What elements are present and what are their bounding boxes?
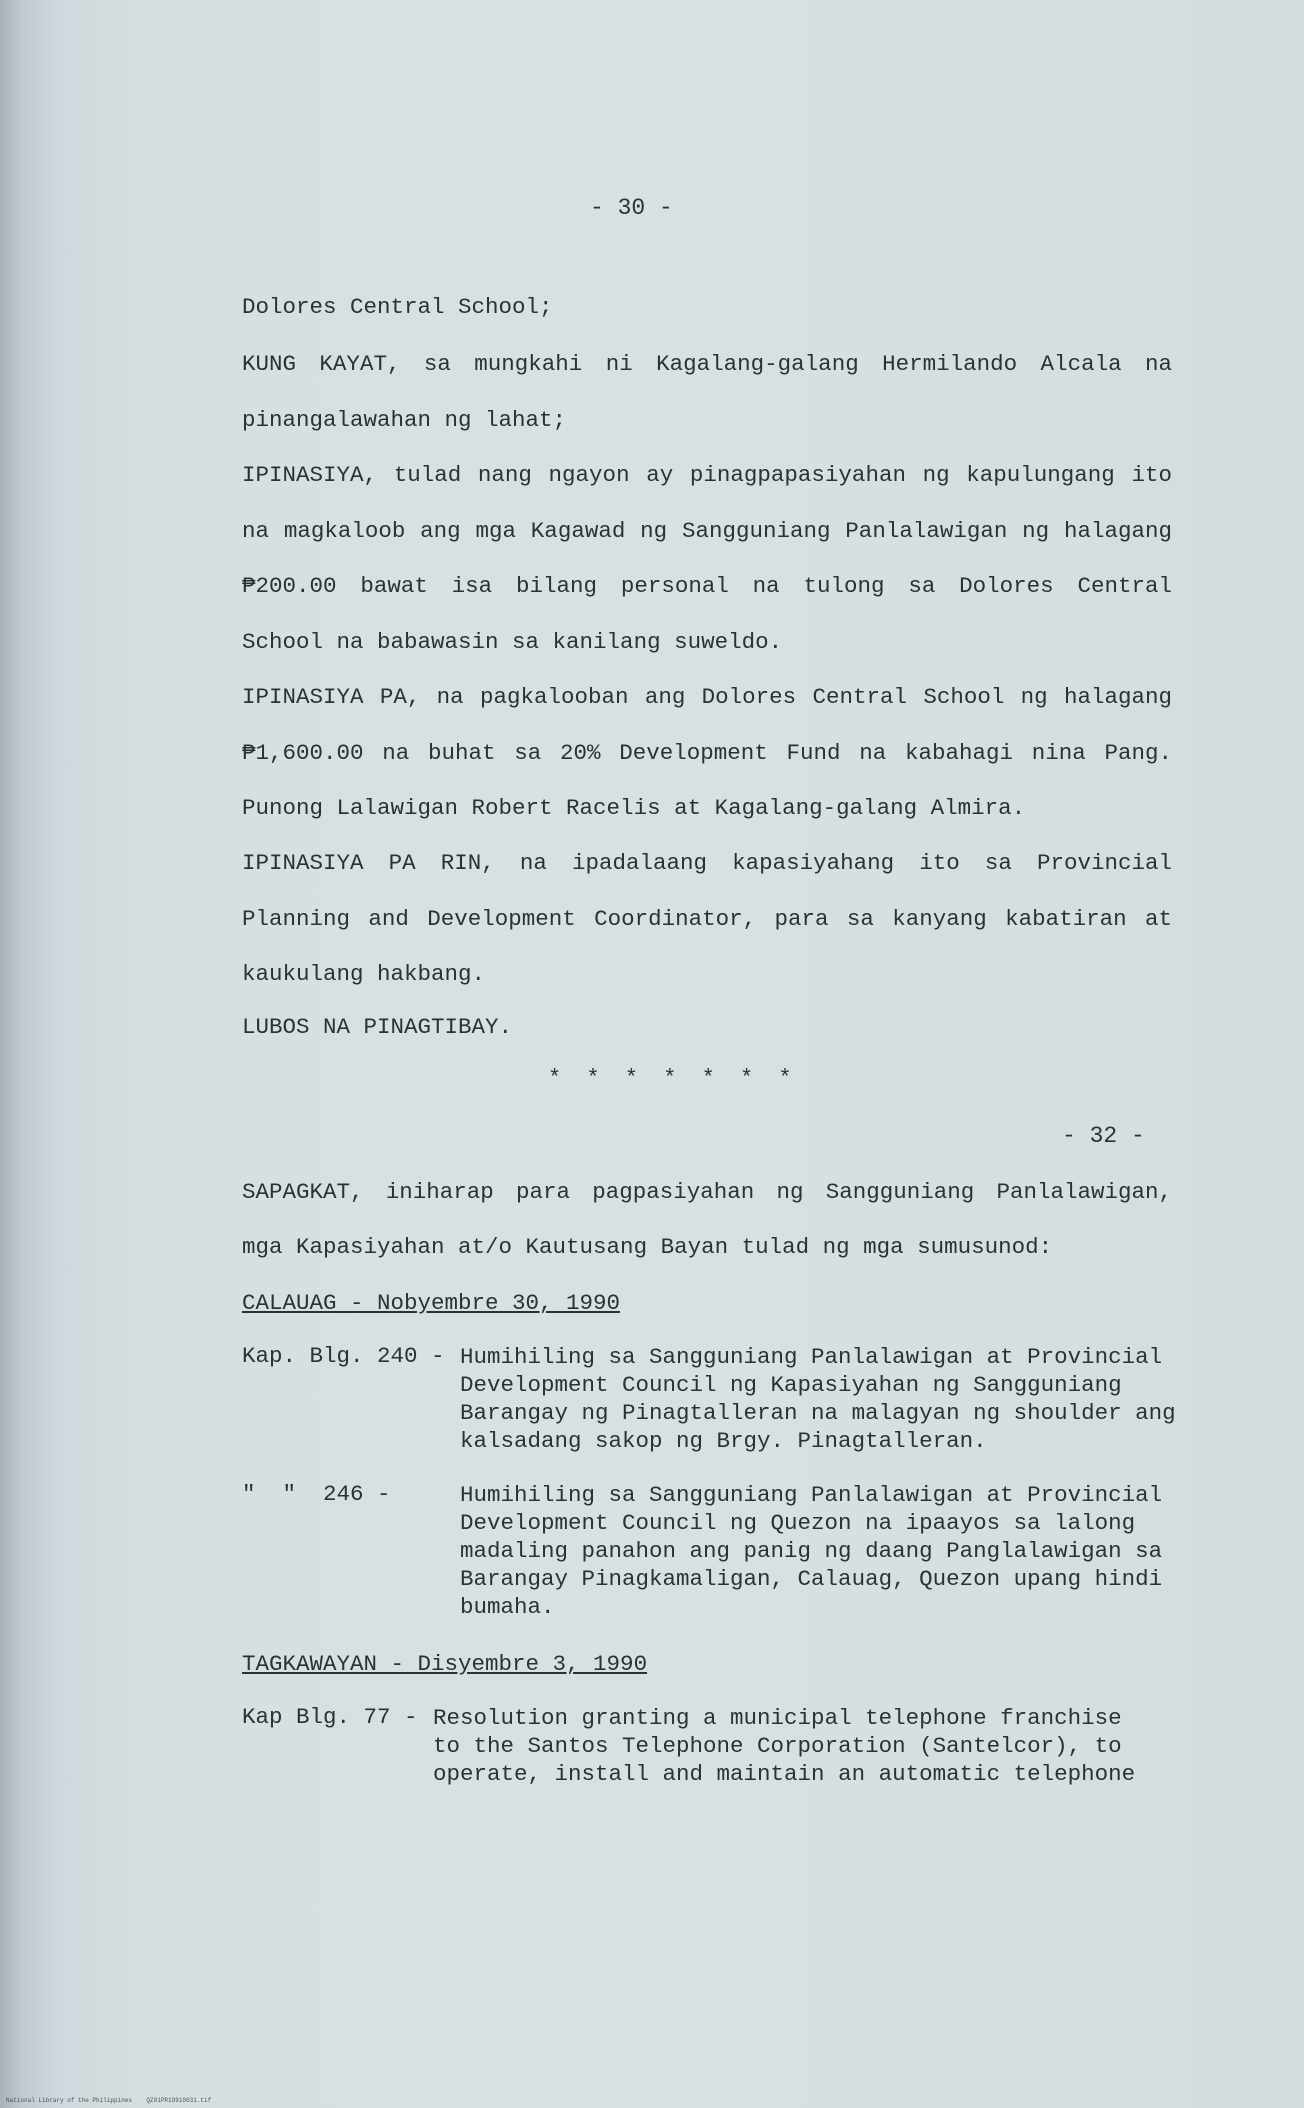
section-separator: * * * * * * *	[548, 1066, 798, 1091]
item-text: Resolution granting a municipal telephone franchise to the Santos Telephone Corporation (Santelcor), to operate, install and maintain an automatic telephone	[433, 1705, 1136, 1787]
scan-edge-shadow	[0, 0, 24, 2108]
paragraph-school-name: Dolores Central School;	[242, 294, 553, 320]
page-number-bottom: - 32 -	[1062, 1123, 1145, 1149]
paragraph-sapagkat: SAPAGKAT, iniharap para pagpasiyahan ng Sangguniang Panlalawigan, mga Kapasiyahan at/o Kautusang Bayan tulad ng mga sumusunod:	[242, 1179, 1172, 1260]
paragraph-lubos-na-pinagtibay: LUBOS NA PINAGTIBAY.	[242, 1014, 513, 1040]
section-heading-tagkawayan: TAGKAWAYAN - Disyembre 3, 1990	[242, 1651, 648, 1677]
paragraph-ipinasiya: IPINASIYA, tulad nang ngayon ay pinagpapasiyahan ng kapulungang ito na magkaloob ang mga Kagawad ng Sangguniang Panlalawigan ng halagang ₱200.00 bawat isa bilang personal na tulong sa Dolores Central School na babawasin sa kanilang suweldo.	[242, 462, 1172, 655]
page-number-top: - 30 -	[590, 195, 673, 221]
item-number: Kap Blg. 77 -	[242, 1704, 418, 1730]
item-number: Kap. Blg. 240 -	[242, 1343, 445, 1369]
scan-source-footer: National Library of the Philippines QZ01PR19910031.tif	[6, 2097, 212, 2104]
item-number: " " 246 -	[242, 1481, 391, 1507]
paragraph-ipinasiya-pa-rin: IPINASIYA PA RIN, na ipadalaang kapasiyahang ito sa Provincial Planning and Development Coordinator, para sa kanyang kabatiran at kaukulang hakbang.	[242, 850, 1172, 987]
item-text: Humihiling sa Sangguniang Panlalawigan at Provincial Development Council ng Kapasiyahan ng Sangguniang Barangay ng Pinagtalleran na malagyan ng shoulder ang kalsadang sakop ng Brgy. Pinagtalleran.	[460, 1344, 1176, 1454]
item-text: Humihiling sa Sangguniang Panlalawigan at Provincial Development Council ng Quezon na ipaayos sa lalong madaling panahon ang panig ng daang Panglalawigan sa Barangay Pinagkamaligan, Calauag, Quezon upang hindi bumaha.	[460, 1482, 1163, 1620]
section-heading-calauag: CALAUAG - Nobyembre 30, 1990	[242, 1290, 621, 1316]
paragraph-ipinasiya-pa: IPINASIYA PA, na pagkalooban ang Dolores Central School ng halagang ₱1,600.00 na buhat sa 20% Development Fund na kabahagi nina Pang. Punong Lalawigan Robert Racelis at Kagalang-galang Almira.	[242, 684, 1172, 821]
paragraph-kung-kayat: KUNG KAYAT, sa mungkahi ni Kagalang-galang Hermilando Alcala na pinangalawahan ng lahat;	[242, 351, 1172, 433]
